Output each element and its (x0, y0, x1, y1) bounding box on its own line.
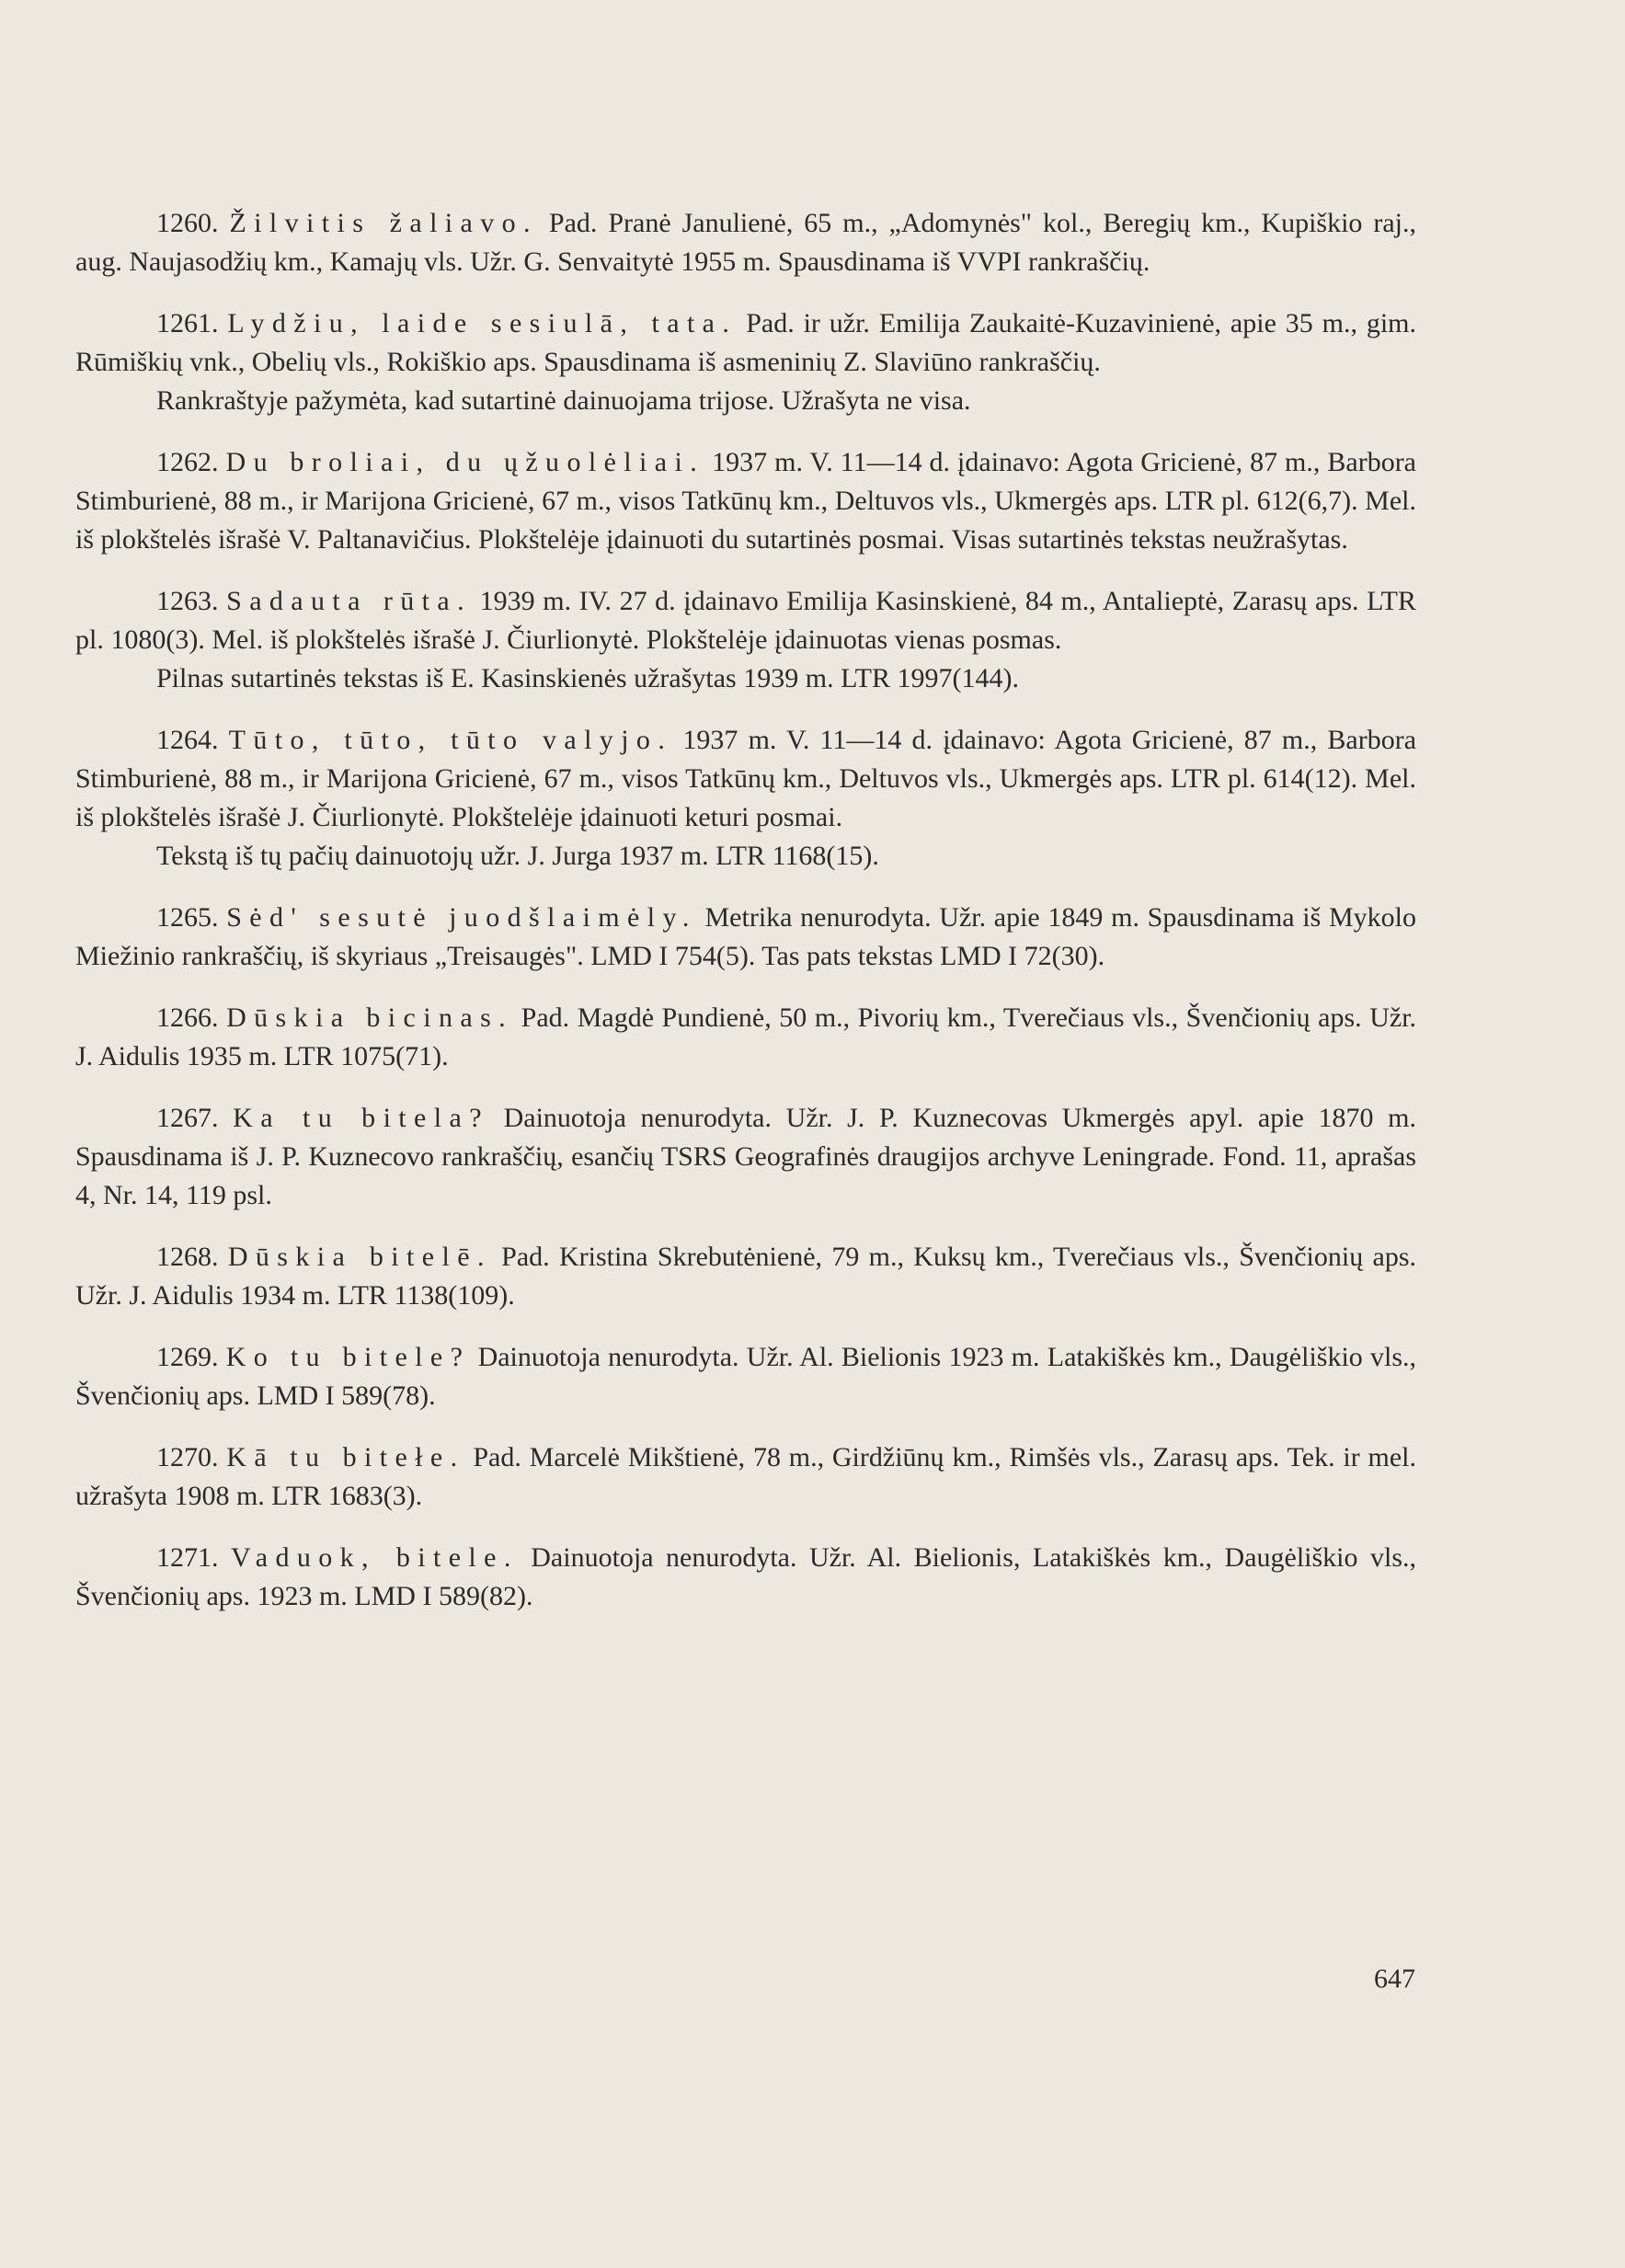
entry-number: 1266. (156, 1002, 219, 1033)
entry-title: Žilvitis žaliavo. (229, 208, 538, 238)
entry-text: Pad. Kristina Skrebutėnienė, 79 m., Kuksų km., Tverečiaus vls., Švenčionių aps. Užr. J. Aidulis 1934 m. LTR 1138(109). (75, 1242, 1417, 1311)
entry-title: Dūskia bicinas. (226, 1002, 514, 1033)
entry-1265 (75, 899, 1416, 976)
entry-title: Ka tu bitela? (233, 1103, 489, 1133)
entry-note: Pilnas sutartinės tekstas iš E. Kasinskienės užrašytas 1939 m. LTR 1997(144). (156, 663, 1019, 693)
entry-number: 1263. (156, 586, 219, 616)
entry-number: 1264. (156, 725, 219, 755)
entry-1270 (75, 1438, 1416, 1516)
entry-number: 1261. (156, 308, 219, 338)
entry-text: 1937 m. V. 11—14 d. įdainavo: Agota Gricienė, 87 m., Barbora Stimburienė, 88 m., ir Marijona Gricienė, 67 m., visos Tatkūnų km., Deltuvos vls., Ukmergės aps. LTR pl. 612(6,7). Mel. iš plokštelės išrašė V. Paltanavičius. Plokštelėje įdainuoti du sutartinės posmai. Visas sutartinės tekstas neužrašytas. (75, 447, 1417, 555)
entry-text: Dainuotoja nenurodyta. Užr. Al. Bielionis, Latakiškės km., Daugėliškio vls., Švenčionių aps. 1923 m. LMD I 589(82). (75, 1542, 1416, 1611)
entry-number: 1270. (156, 1442, 219, 1472)
entry-1266 (75, 999, 1416, 1076)
entry-number: 1267. (156, 1103, 219, 1133)
entry-title: Ko tu bitele? (225, 1342, 471, 1372)
entry-text: 1939 m. IV. 27 d. įdainavo Emilija Kasinskienė, 84 m., Antalieptė, Zarasų aps. LTR pl. 1080(3). Mel. iš plokštelės išrašė J. Čiurlionytė. Plokštelėje įdainuotas vienas posmas. (75, 586, 1417, 655)
entry-title: Sėd' sesutė juodšlaimėly. (226, 902, 697, 933)
entry-text: Pad. Pranė Janulienė, 65 m., „Adomynės" kol., Beregių km., Kupiškio raj., aug. Naujasodžių km., Kamajų vls. Užr. G. Senvaitytė 1955 m. Spausdinama iš VVPI rankraščių. (75, 208, 1417, 277)
entry-title: Tūto, tūto, tūto valyjo. (228, 725, 673, 755)
entry-1268 (75, 1238, 1416, 1315)
entry-text: Pad. Magdė Pundienė, 50 m., Pivorių km., Tverečiaus vls., Švenčionių aps. Užr. J. Aidulis 1935 m. LTR 1075(71). (75, 1002, 1417, 1071)
entry-number: 1262. (156, 447, 219, 477)
entry-number: 1260. (156, 208, 219, 238)
entry-number: 1268. (156, 1242, 219, 1272)
entries-list (75, 204, 1416, 1639)
entry-text: Metrika nenurodyta. Užr. apie 1849 m. Spausdinama iš Mykolo Miežinio rankraščių, iš skyriaus „Treisaugės". LMD I 754(5). Tas pats tekstas LMD I 72(30). (75, 902, 1416, 971)
entry-number: 1265. (156, 902, 219, 933)
entry-1261 (75, 304, 1416, 420)
entry-number: 1271. (156, 1542, 219, 1573)
entry-1260 (75, 204, 1416, 281)
entry-1267 (75, 1099, 1416, 1215)
entry-text: Dainuotoja nenurodyta. Užr. Al. Bielionis 1923 m. Latakiškės km., Daugėliškio vls., Švenčionių aps. LMD I 589(78). (75, 1342, 1417, 1411)
entry-title: Dūskia bitelē. (227, 1242, 492, 1272)
entry-1262 (75, 443, 1416, 559)
entry-text: Dainuotoja nenurodyta. Užr. J. P. Kuznecovas Ukmergės apyl. apie 1870 m. Spausdinama iš J. P. Kuznecovo rankraščių, esančių TSRS Geografinės draugijos archyve Leningrade. Fond. 11, aprašas 4, Nr. 14, 119 psl. (75, 1103, 1417, 1210)
entry-text: Pad. Marcelė Mikštienė, 78 m., Girdžiūnų km., Rimšės vls., Zarasų aps. Tek. ir mel. užrašyta 1908 m. LTR 1683(3). (75, 1442, 1417, 1511)
entry-title: Kā tu bitełe. (226, 1442, 465, 1472)
entry-note: Rankraštyje pažymėta, kad sutartinė dainuojama trijose. Užrašyta ne visa. (156, 385, 971, 416)
entry-1271 (75, 1539, 1416, 1616)
entry-text: Pad. ir užr. Emilija Zaukaitė-Kuzavinienė, apie 35 m., gim. Rūmiškių vnk., Obelių vls., Rokiškio aps. Spausdinama iš asmeninių Z. Slaviūno rankraščių. (75, 308, 1417, 377)
entry-title: Sadauta rūta. (226, 586, 473, 616)
entry-title: Du broliai, du ųžuolėliai. (225, 447, 705, 477)
entry-title: Lydžiu, laide sesiulā, tata. (227, 308, 738, 338)
entry-note: Tekstą iš tų pačių dainuotojų užr. J. Jurga 1937 m. LTR 1168(15). (156, 841, 879, 871)
entry-title: Vaduok, bitele. (230, 1542, 519, 1573)
entry-number: 1269. (156, 1342, 219, 1372)
entry-1264 (75, 721, 1416, 876)
entry-1263 (75, 582, 1416, 698)
page-number: 647 (1374, 1964, 1415, 1994)
entry-1269 (75, 1338, 1416, 1415)
entry-text: 1937 m. V. 11—14 d. įdainavo: Agota Gricienė, 87 m., Barbora Stimburienė, 88 m., ir Marijona Gricienė, 67 m., visos Tatkūnų km., Deltuvos vls., Ukmergės aps. LTR pl. 614(12). Mel. iš plokštelės išrašė J. Čiurlionytė. Plokštelėje įdainuoti keturi posmai. (75, 725, 1417, 832)
